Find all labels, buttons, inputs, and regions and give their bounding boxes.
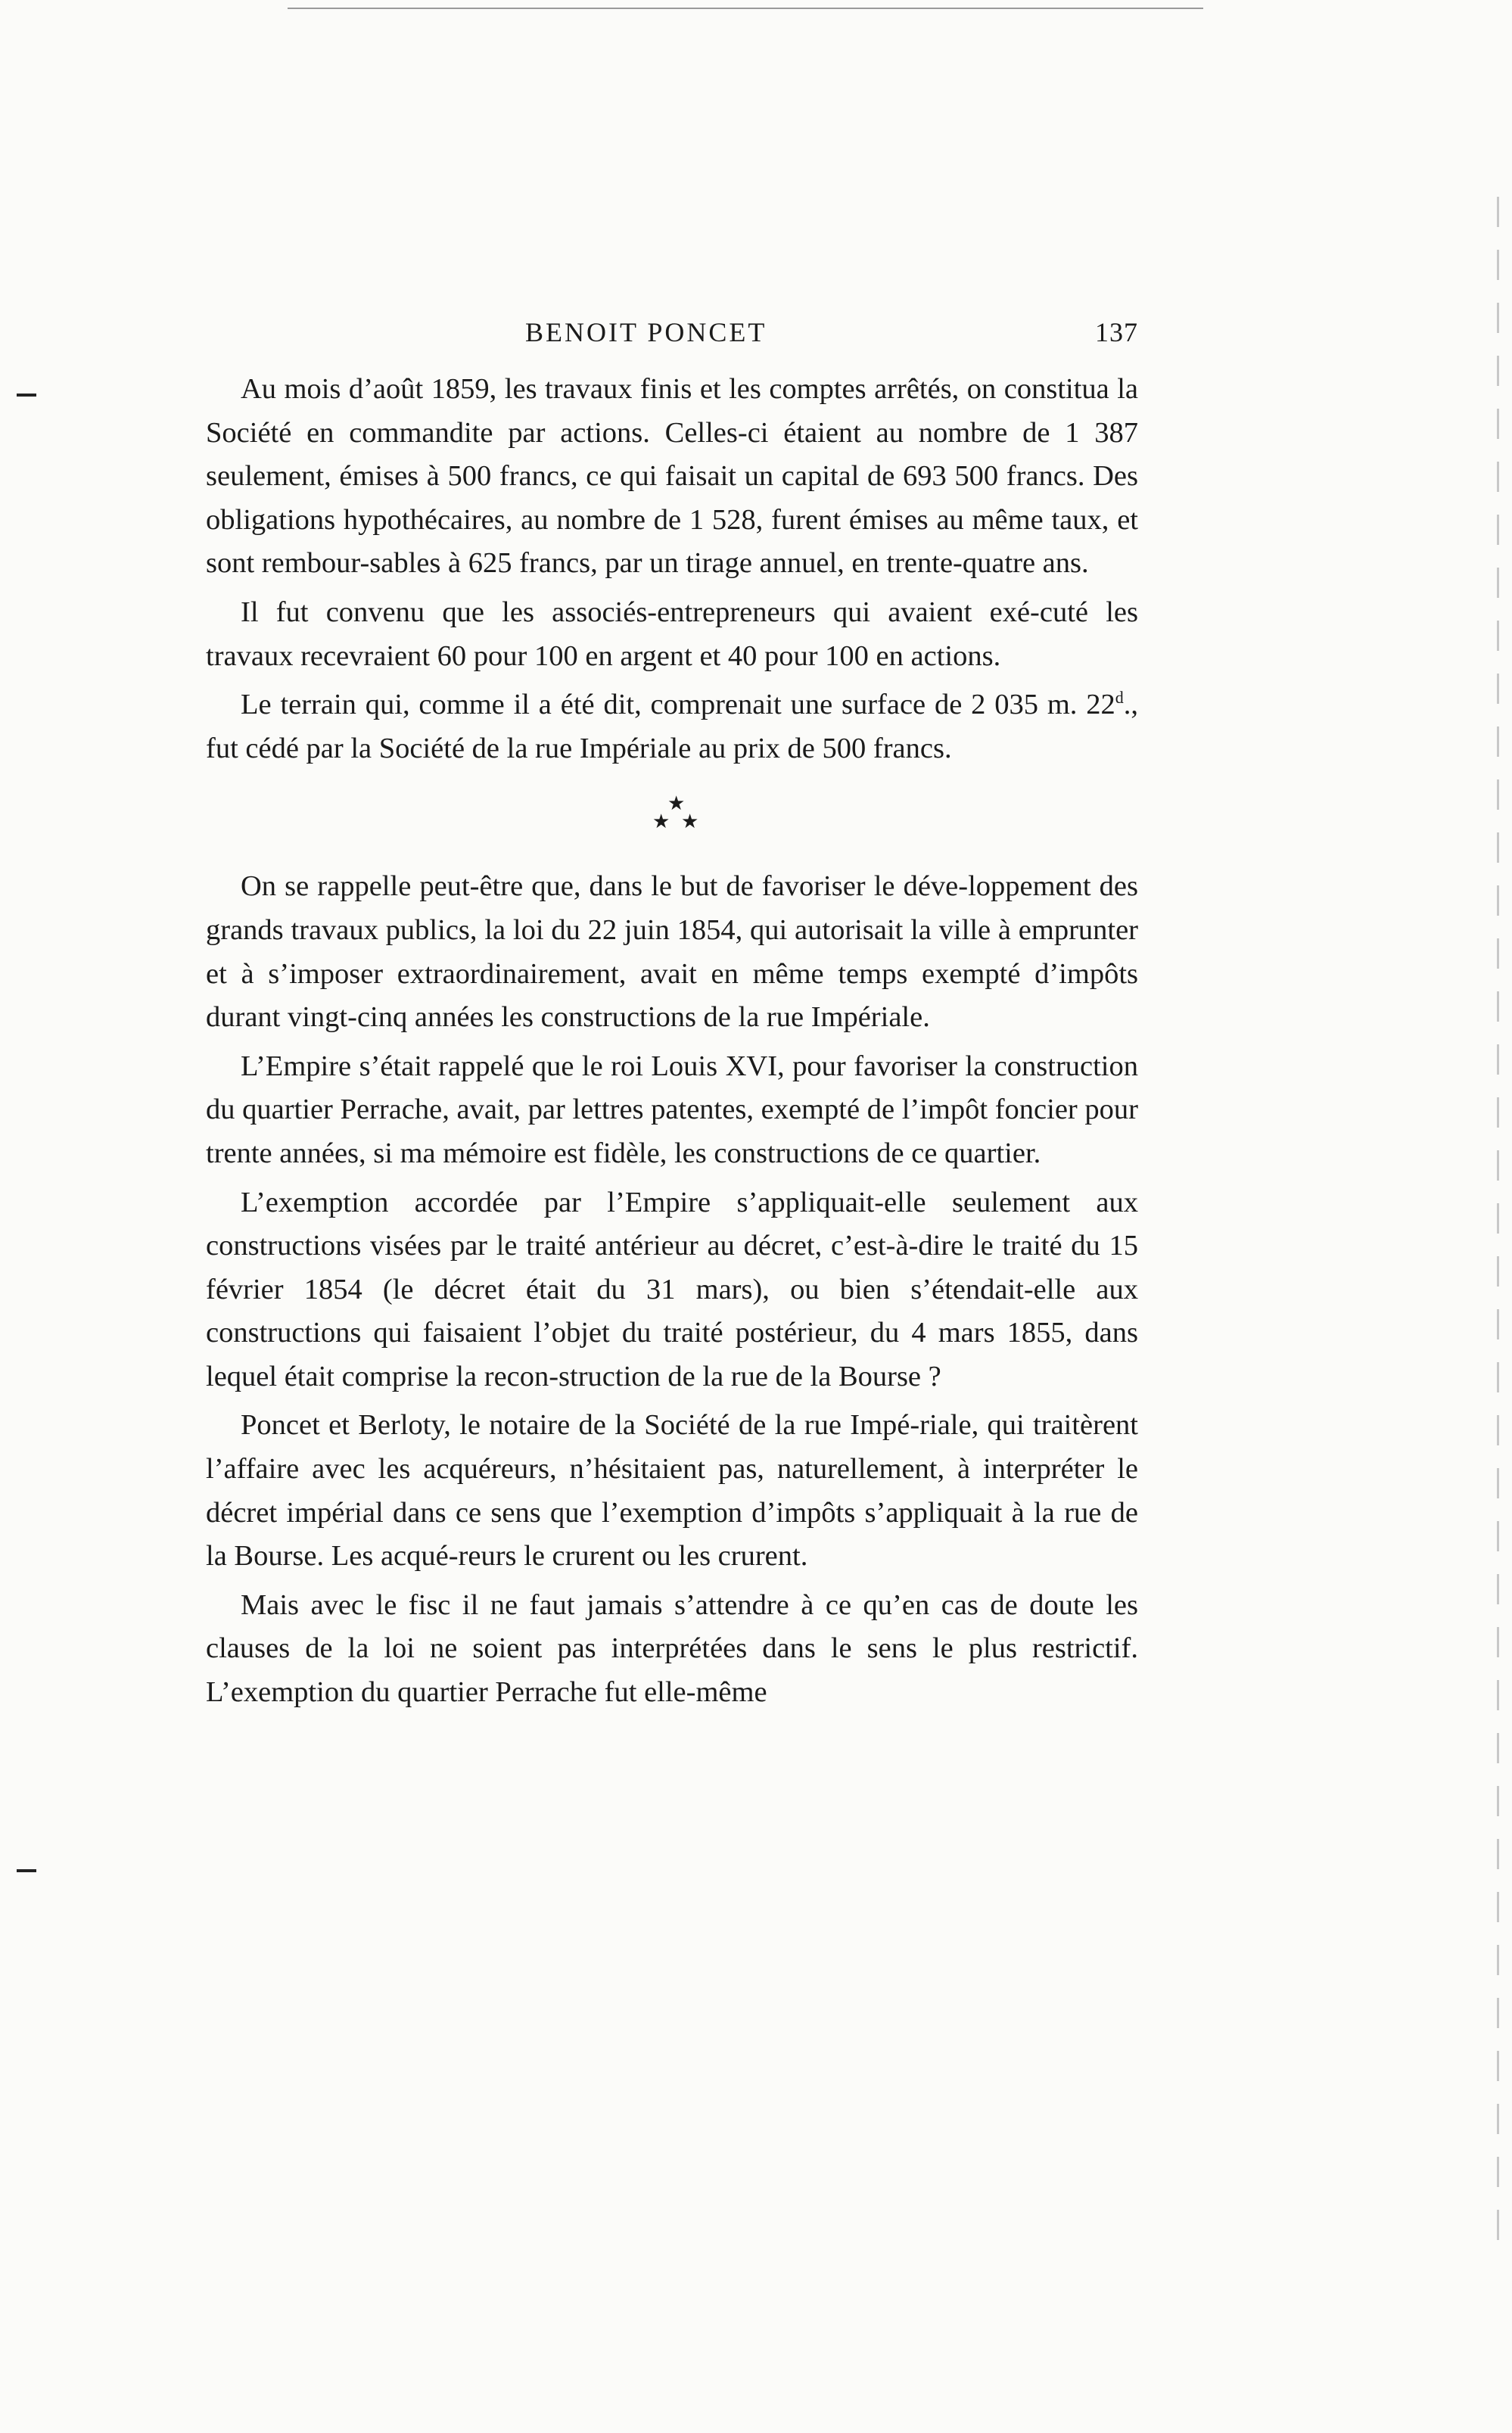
page-number: 137 — [1095, 317, 1138, 347]
running-header — [206, 316, 1138, 359]
section-asterism — [206, 776, 1138, 865]
paragraph: Mais avec le fisc il ne faut jamais s’attendre à ce qu’en cas de doute les clauses de la loi ne soient pas interprétées dans le sens le plus restrictif. L’exemption du quartier Perrache fut elle-même — [206, 1588, 1138, 1709]
terrain-text-start: Le terrain qui, comme il a été dit, comprenait une surface de 2 035 m. 22 — [241, 689, 1115, 721]
star-icon: ★ — [681, 810, 699, 833]
star-icon: ★ — [652, 810, 670, 833]
paragraph: Au mois d’août 1859, les travaux finis et les comptes arrêtés, on constitua la Société en commandite par actions. Celles-ci étaient au nombre de 1 387 seulement, émises à 500 francs, ce qui faisait un capital de 693 500 francs. Des obligations hypothécaires, au nombre de 1 528, furent émises au même taux, et sont rembour-sables à 625 francs, par un tirage annuel, en trente-quatre ans. — [206, 373, 1138, 580]
terrain-text-end: ., fut cédé par la Société de la rue Impériale au prix de 500 francs. — [206, 689, 1138, 764]
unit-superscript: d — [1115, 688, 1124, 708]
running-title: BENOIT PONCET — [525, 317, 767, 347]
margin-mark — [17, 394, 36, 397]
paragraph: Il fut convenu que les associés-entrepreneurs qui avaient exé-cuté les travaux recevraient 60 pour 100 en argent et 40 pour 100 en actions. — [206, 596, 1138, 672]
scan-top-edge — [288, 8, 1203, 9]
paragraph: L’Empire s’était rappelé que le roi Louis XVI, pour favoriser la construction du quartier Perrache, avait, par lettres patentes, exempté de l’impôt foncier pour trente années, si ma mémoire est fidèle, les constructions de ce quartier. — [206, 1050, 1138, 1169]
paragraph: L’exemption accordée par l’Empire s’appliquait-elle seulement aux constructions visées par le traité antérieur au décret, c’est-à-dire le traité du 15 février 1854 (le décret était du 31 mars), ou bien s’étendait-elle aux constructions qui faisaient l’objet du traité postérieur, du 4 mars 1855, dans lequel était comprise la recon-struction de la rue de la Bourse ? — [206, 1186, 1138, 1392]
margin-mark — [17, 1869, 36, 1872]
paragraph: On se rappelle peut-être que, dans le but de favoriser le déve-loppement des grands travaux publics, la loi du 22 juin 1854, qui autorisait la ville à emprunter et à s’imposer extraordinairement, avait en même temps exempté d’impôts durant vingt-cinq années les constructions de la rue Impériale. — [206, 870, 1138, 1034]
paragraph-terrain — [206, 683, 1138, 770]
body-text — [206, 368, 1138, 1720]
scan-right-edge — [1497, 197, 1499, 2240]
paragraph: Poncet et Berloty, le notaire de la Société de la rue Impé-riale, qui traitèrent l’affaire avec les acquéreurs, n’hésitaient pas, naturellement, à interpréter le décret impérial dans ce sens que l’exemption d’impôts s’appliquait à la rue de la Bourse. Les acqué-reurs le crurent ou les crurent. — [206, 1409, 1138, 1573]
star-icon: ★ — [667, 792, 686, 815]
